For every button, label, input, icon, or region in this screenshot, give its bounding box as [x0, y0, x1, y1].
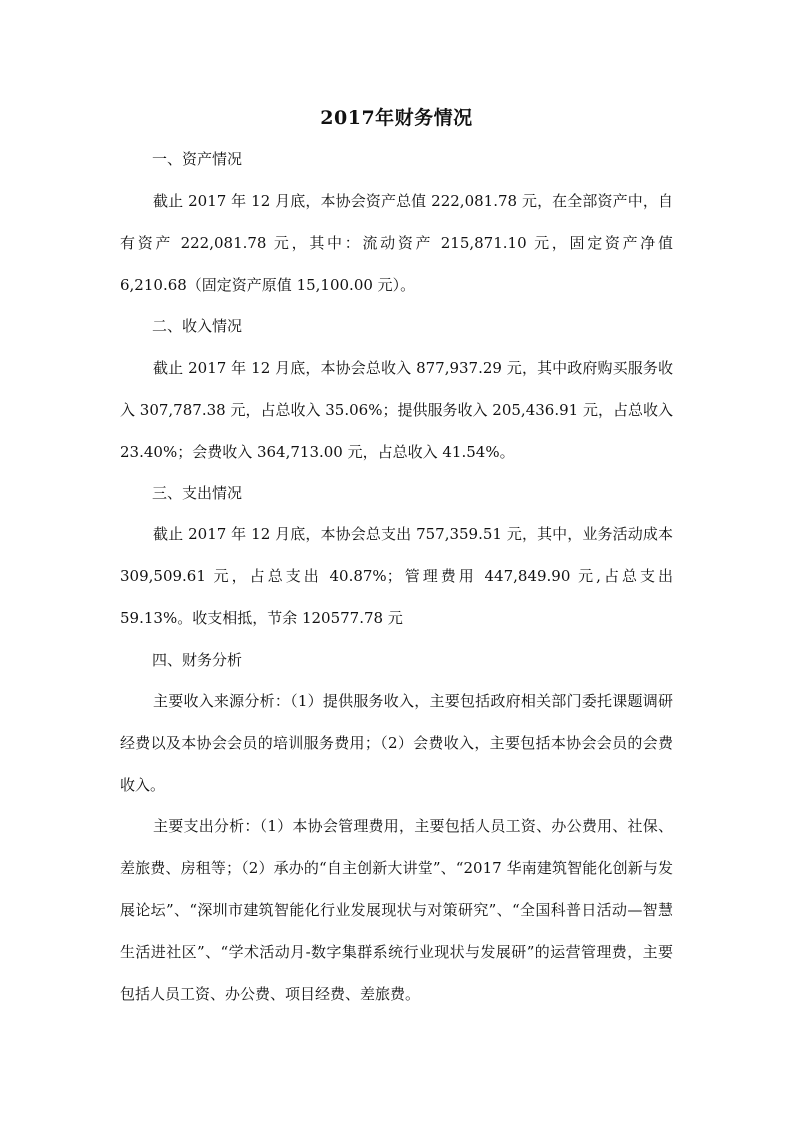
expenditure-paragraph: 截止 2017 年 12 月底，本协会总支出 757,359.51 元，其中，业务活动成本 309,509.61 元，占总支出 40.87%；管理费用 447,849.90 元,占总支出 59.13%。收支相抵，节余 120577.78 元 — [120, 525, 673, 627]
document-title: 2017年财务情况 — [320, 107, 473, 129]
assets-paragraph: 截止 2017 年 12 月底，本协会资产总值 222,081.78 元，在全部资产中，自有资产 222,081.78 元，其中：流动资产 215,871.10 元，固定资产净值 6,210.68（固定资产原值 15,100.00 元）。 — [120, 192, 673, 294]
expenditure-analysis-paragraph: 主要支出分析：（1）本协会管理费用，主要包括人员工资、办公费用、社保、差旅费、房租等；（2）承办的“自主创新大讲堂”、“2017 华南建筑智能化创新与发展论坛”、“深圳市建筑智能化行业发展现状与对策研究”、“全国科普日活动—智慧生活进社区”、“学术活动月-数字集群系统行业现状与发展研”的运营管理费，主要包括人员工资、办公费、项目经费、差旅费。 — [120, 817, 673, 1003]
section-heading-analysis: 四、财务分析 — [152, 651, 243, 669]
section-heading-assets: 一、资产情况 — [152, 150, 243, 168]
section-heading-income: 二、收入情况 — [152, 317, 243, 335]
income-analysis-paragraph: 主要收入来源分析：（1）提供服务收入，主要包括政府相关部门委托课题调研经费以及本协会会员的培训服务费用；（2）会费收入，主要包括本协会会员的会费收入。 — [120, 692, 673, 794]
income-paragraph: 截止 2017 年 12 月底，本协会总收入 877,937.29 元，其中政府购买服务收入 307,787.38 元，占总收入 35.06%；提供服务收入 205,436.91 元，占总收入 23.40%；会费收入 364,713.00 元，占总收入 41.54%。 — [120, 359, 673, 461]
section-heading-expenditure: 三、支出情况 — [152, 484, 243, 502]
